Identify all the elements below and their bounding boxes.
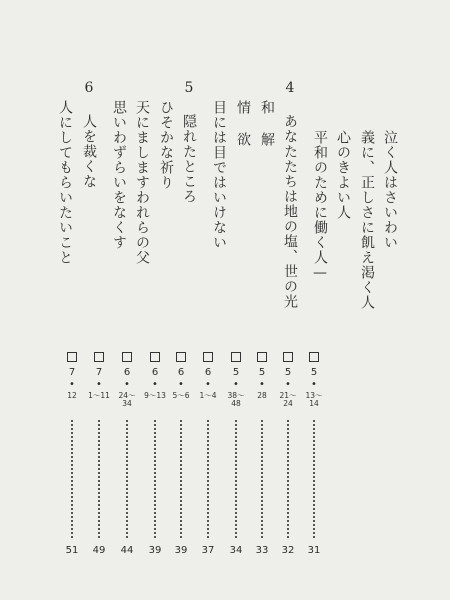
reference-chapter: 7 xyxy=(68,367,76,378)
reference-range: 1〜4 xyxy=(199,391,217,400)
toc-entry: 思いわずらいをなくす xyxy=(111,100,127,250)
reference-chapter: 5 xyxy=(310,367,318,378)
page-number: 31 xyxy=(307,545,321,556)
toc-entry: 和 解 xyxy=(259,100,275,147)
reference-range: 5〜6 xyxy=(172,391,190,400)
box-marker-icon xyxy=(94,352,104,362)
reference-range: 12 xyxy=(67,391,77,400)
box-marker-icon xyxy=(150,352,160,362)
reference-separator: • xyxy=(152,379,158,390)
toc-entry: ひそかな祈り xyxy=(158,100,174,190)
dot-leader xyxy=(126,420,128,538)
toc-entry: 5 隠れたところ xyxy=(181,80,197,204)
reference-chapter: 5 xyxy=(232,367,240,378)
toc-entry: 6 人を裁くな xyxy=(81,80,97,189)
box-marker-icon xyxy=(122,352,132,362)
reference-chapter: 7 xyxy=(95,367,103,378)
dot-leader xyxy=(71,420,73,538)
toc-entry: 天にましますわれらの父 xyxy=(134,100,150,265)
reference-separator: • xyxy=(69,379,75,390)
toc-entry: 義に、正しさに飢え渇く人 xyxy=(359,130,375,310)
reference-range: 24〜34 xyxy=(118,391,136,408)
reference-range: 21〜24 xyxy=(279,391,297,408)
reference-chapter: 5 xyxy=(284,367,292,378)
page-number: 49 xyxy=(92,545,106,556)
dot-leader xyxy=(313,420,315,538)
reference-chapter: 5 xyxy=(258,367,266,378)
reference-chapter: 6 xyxy=(123,367,131,378)
reference-separator: • xyxy=(96,379,102,390)
reference-range: 1〜11 xyxy=(88,391,110,400)
dot-leader xyxy=(235,420,237,538)
dot-leader xyxy=(287,420,289,538)
reference-chapter: 6 xyxy=(151,367,159,378)
reference-separator: • xyxy=(205,379,211,390)
page-number: 37 xyxy=(201,545,215,556)
toc-entry: 人にしてもらいたいこと xyxy=(57,100,73,265)
toc-entry: 心のきよい人 xyxy=(335,130,351,220)
toc-entry: 情 欲 xyxy=(235,100,251,147)
toc-entry: 泣く人はさいわい xyxy=(382,130,398,250)
page-number: 44 xyxy=(120,545,134,556)
reference-range: 28 xyxy=(257,391,267,400)
page-number: 51 xyxy=(65,545,79,556)
box-marker-icon xyxy=(203,352,213,362)
dot-leader xyxy=(261,420,263,538)
box-marker-icon xyxy=(176,352,186,362)
dot-leader xyxy=(98,420,100,538)
reference-separator: • xyxy=(259,379,265,390)
page-number: 39 xyxy=(174,545,188,556)
page-number: 33 xyxy=(255,545,269,556)
reference-range: 9〜13 xyxy=(144,391,166,400)
box-marker-icon xyxy=(309,352,319,362)
dot-leader xyxy=(180,420,182,538)
box-marker-icon xyxy=(283,352,293,362)
page-number: 32 xyxy=(281,545,295,556)
box-marker-icon xyxy=(67,352,77,362)
page-number: 39 xyxy=(148,545,162,556)
page-number: 34 xyxy=(229,545,243,556)
box-marker-icon xyxy=(257,352,267,362)
reference-range: 13〜14 xyxy=(305,391,323,408)
toc-entry: 目には目ではいけない xyxy=(211,100,227,250)
reference-chapter: 6 xyxy=(204,367,212,378)
reference-range: 38〜48 xyxy=(227,391,245,408)
reference-separator: • xyxy=(285,379,291,390)
reference-separator: • xyxy=(233,379,239,390)
dot-leader xyxy=(207,420,209,538)
toc-entry: 平和のために働く人— xyxy=(312,130,328,282)
reference-separator: • xyxy=(124,379,130,390)
reference-separator: • xyxy=(178,379,184,390)
box-marker-icon xyxy=(231,352,241,362)
reference-chapter: 6 xyxy=(177,367,185,378)
reference-separator: • xyxy=(311,379,317,390)
toc-entry: 4 あなたたちは地の塩、世の光 xyxy=(282,80,298,309)
dot-leader xyxy=(154,420,156,538)
